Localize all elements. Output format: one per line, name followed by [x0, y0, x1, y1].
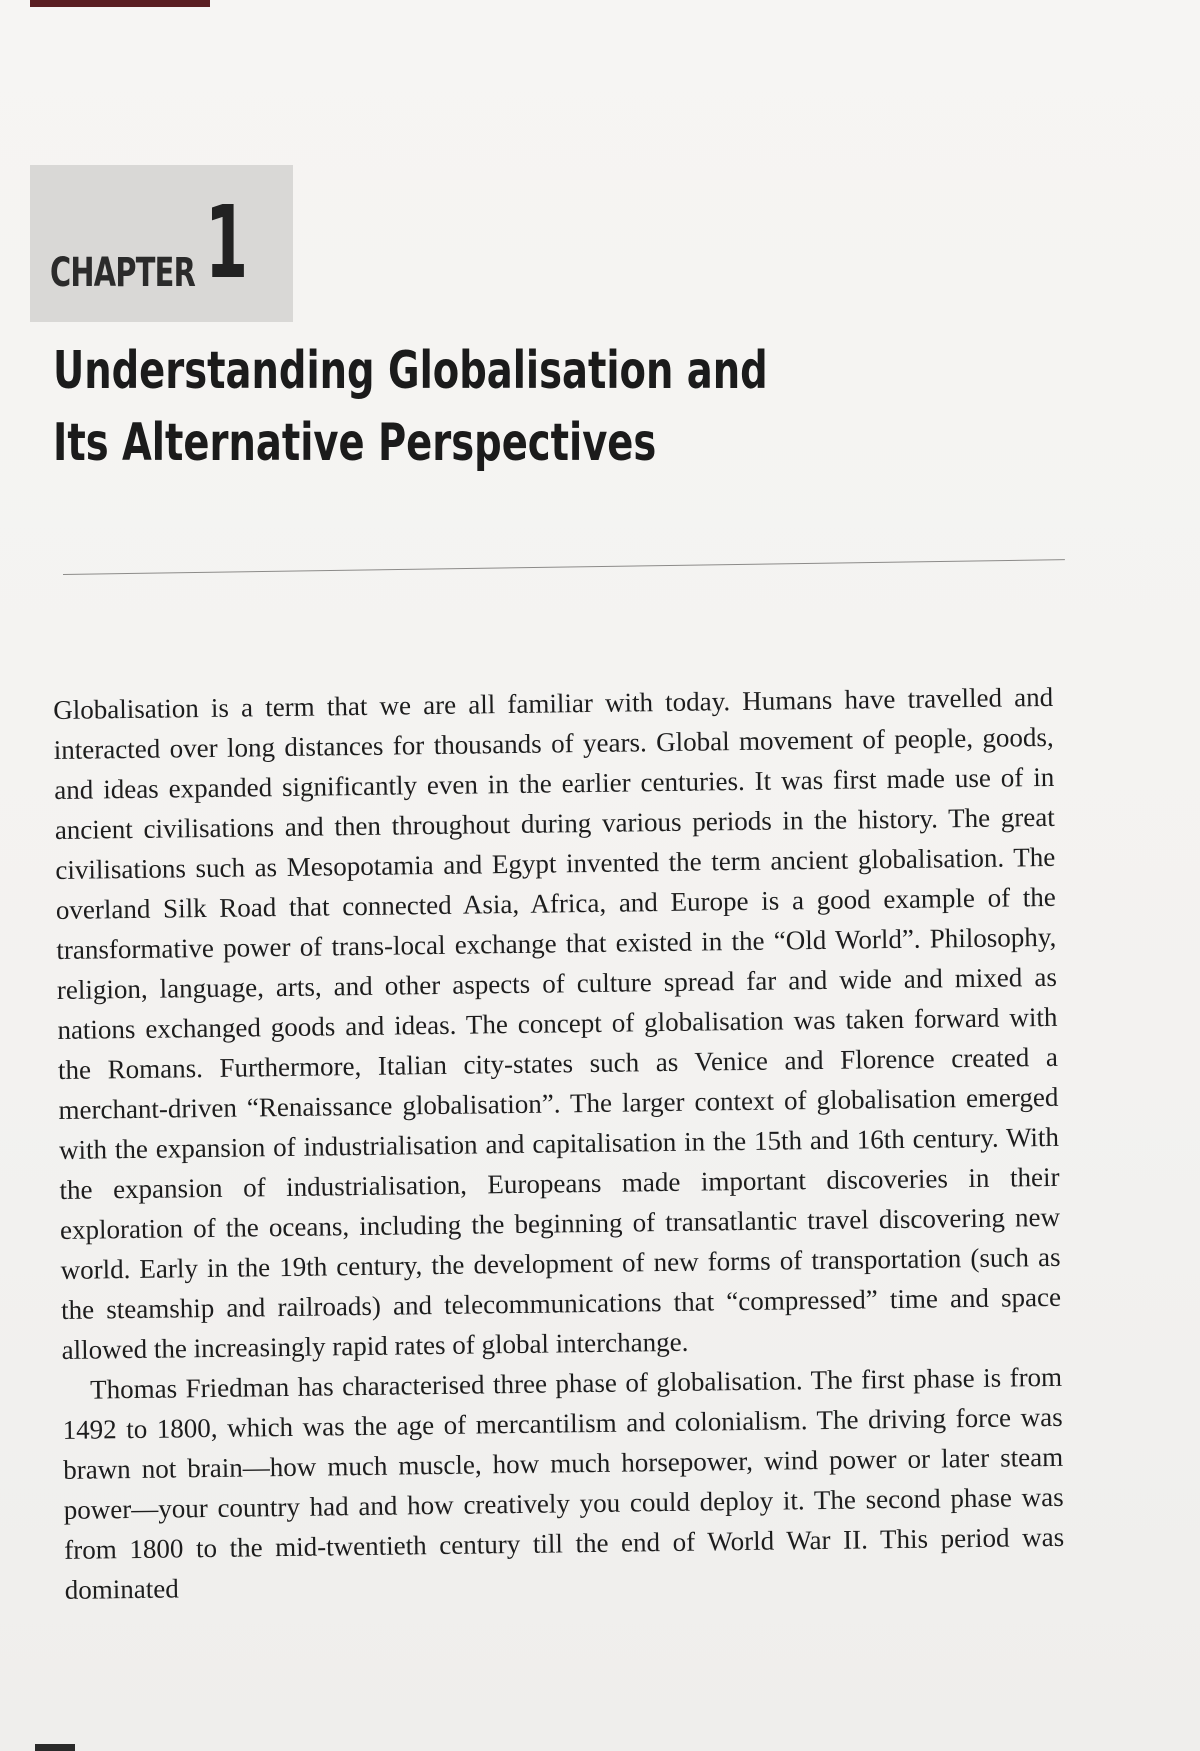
title-divider: [63, 559, 1065, 575]
chapter-label: CHAPTER: [50, 250, 196, 296]
chapter-title: [53, 335, 768, 479]
paragraph-2: Thomas Friedman has characterised three phase of globalisation. The first phase is from 1492 to 1800, which was the age of mercantilism and colonialism. The driving force was brawn not brain—how much muscle, how much horsepower, wind power or later steam power—your country had and how creatively you could deploy it. The second phase was from 1800 to the mid-twentieth century till the end of World War II. This period was dominated: [62, 1361, 1065, 1605]
chapter-title-line-2: Its Alternative Perspectives: [53, 413, 657, 473]
bottom-edge-mark: [35, 1744, 75, 1751]
chapter-heading-box: [30, 165, 293, 322]
top-edge-strip: [30, 0, 210, 7]
chapter-title-line-1: Understanding Globalisation and: [53, 341, 768, 401]
body-text: [53, 677, 1065, 1610]
chapter-number: 1: [205, 184, 249, 301]
paragraph-1: Globalisation is a term that we are all familiar with today. Humans have travelled and interacted over long distances for thousands of years. Global movement of people, goods, and ideas expanded significantly even in the earlier centuries. It was first made use of in ancient civilisations and then throughout during various periods in the history. The great civilisations such as Mesopotamia and Egypt invented the term ancient globalisation. The overland Silk Road that connected Asia, Africa, and Europe is a good example of the transformative power of trans-local exchange that existed in the “Old World”. Philosophy, religion, language, arts, and other aspects of culture spread far and wide and mixed as nations exchanged goods and ideas. The concept of globalisation was taken forward with the Romans. Furthermore, Italian city-states such as Venice and Florence created a merchant-driven “Renaissance globalisation”. The larger context of globalisation emerged with the expansion of industrialisation and capitalisation in the 15th and 16th century. With the expansion of industrialisation, Europeans made important discoveries in their exploration of the oceans, including the beginning of transatlantic travel discovering new world. Early in the 19th century, the development of new forms of transportation (such as the steamship and railroads) and telecommunications that “compressed” time and space allowed the increasingly rapid rates of global interchange.: [53, 681, 1062, 1365]
